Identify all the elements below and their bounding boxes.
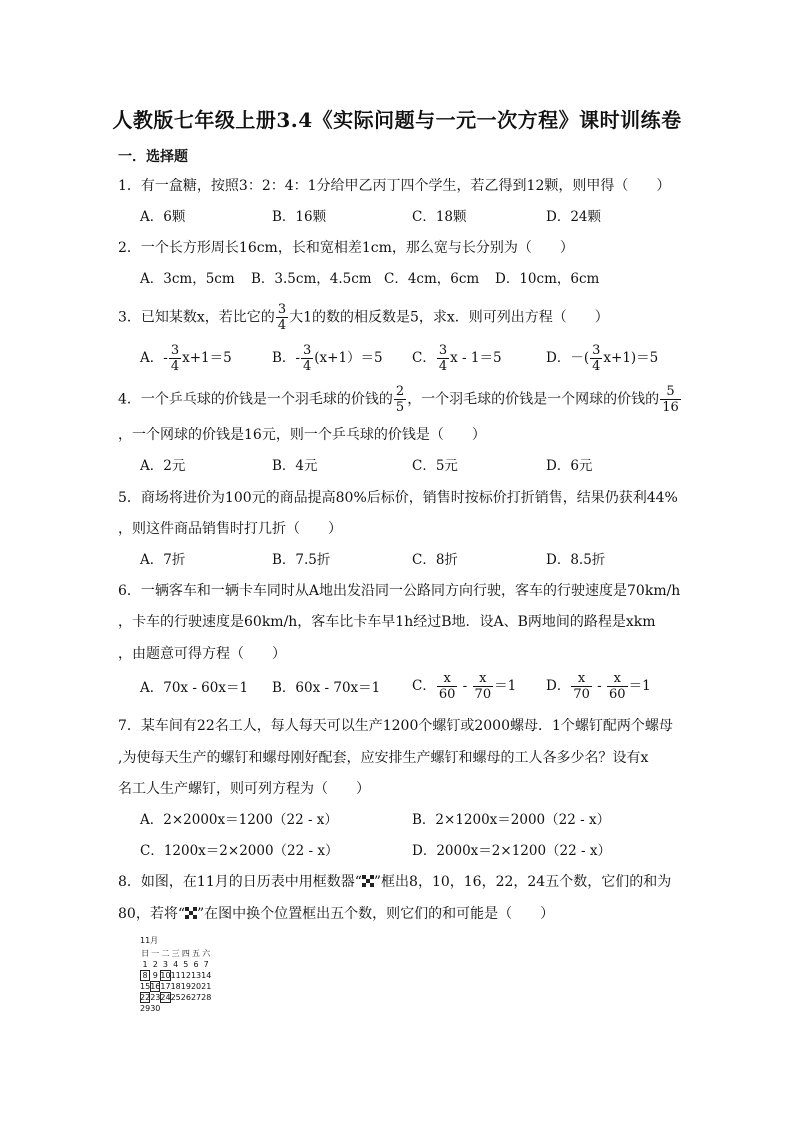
question-3-option-b: B．- $\frac{3}{4}$ (x+1）＝5 (272, 343, 383, 374)
question-4-line-2: ，一个网球的价钱是16元，则一个乒乓球的价钱是（ ） (118, 427, 486, 443)
question-1-option-a: A．6颗 (140, 209, 186, 225)
calendar-day (191, 1003, 201, 1014)
question-6-option-a: A．70x - 60x＝1 (140, 680, 249, 696)
calendar-day: 3 (162, 960, 169, 969)
question-5-option-b: B．7.5折 (272, 552, 331, 568)
calendar-day (171, 1003, 181, 1014)
question-1-text: 1．有一盒糖，按照3：2：4：1分给甲乙丙丁四个学生，若乙得到12颗，则甲得（ ） (118, 178, 671, 194)
weekday: 五 (192, 949, 201, 958)
calendar-day: 29 (140, 1004, 151, 1013)
question-2-option-d: D．10cm，6cm (495, 271, 600, 287)
calendar-day: 28 (201, 993, 212, 1002)
frame-counter-icon (185, 907, 197, 919)
weekday: 一 (151, 949, 160, 958)
question-7-line-1: 7．某车间有22名工人，每人每天可以生产1200个螺钉或2000螺母．1个螺钉配两个螺母 (118, 718, 673, 734)
calendar-day-boxed: 16 (150, 982, 161, 991)
question-8-line-1: 8．如图，在11月的日历表中用框数器“ ”框出8，10，16，22，24五个数，它们的和为 (118, 874, 672, 890)
calendar-day: 2 (152, 960, 158, 969)
calendar-day: 7 (203, 960, 209, 969)
calendar-table (140, 948, 211, 1014)
question-4-option-b: B．4元 (272, 458, 318, 474)
calendar-day: 9 (152, 971, 158, 980)
calendar-day-boxed: 8 (140, 970, 150, 981)
calendar-day-boxed: 24 (160, 993, 171, 1002)
calendar-week-row (140, 992, 211, 1003)
weekday: 三 (171, 949, 180, 958)
weekday: 四 (181, 949, 190, 958)
calendar-weekday-row (140, 948, 211, 959)
calendar-week-row (140, 959, 211, 970)
question-7-option-b: B．2×1200x＝2000（22 - x） (412, 812, 611, 828)
question-6-line-2: ，卡车的行驶速度是60km/h，客车比卡车早1h经过B地．设A、B两地间的路程是xkm (118, 614, 656, 630)
weekday: 六 (202, 949, 211, 958)
question-3-option-a: A．- $\frac{3}{4}$ x+1＝5 (140, 343, 232, 374)
calendar-day: 30 (150, 1004, 161, 1013)
calendar-day: 5 (183, 960, 189, 969)
calendar-day-boxed: 10 (160, 971, 171, 980)
calendar-day: 20 (190, 982, 202, 991)
calendar-day: 11 (170, 971, 181, 980)
calendar-month: 11月 (140, 936, 159, 945)
question-6-option-b: B．60x - 70x＝1 (272, 680, 381, 696)
question-3-post: 大1的数的相反数是5，求x．则可列出方程（ ） (289, 309, 609, 326)
frame-counter-icon (362, 875, 374, 887)
question-7-option-d: D．2000x＝2×1200（22 - x） (412, 843, 611, 859)
question-5-option-d: D．8.5折 (546, 552, 606, 568)
question-3-text (118, 302, 609, 333)
question-5-option-a: A．7折 (140, 552, 186, 568)
question-5-line-1: 5．商场将进价为100元的商品提高80%后标价，销售时按标价打折销售，结果仍获利44% (118, 490, 678, 506)
section-heading: 一．选择题 (118, 149, 188, 165)
calendar-day: 6 (193, 960, 199, 969)
calendar-day: 14 (201, 971, 212, 980)
page-title: 人教版七年级上册3.4《实际问题与一元一次方程》课时训练卷 (112, 108, 682, 132)
question-3-option-c: C． $\frac{3}{4}$ x - 1＝5 (412, 343, 502, 374)
calendar-week-row (140, 981, 211, 992)
question-2-option-c: C．4cm，6cm (384, 271, 480, 287)
question-3-fraction: $\frac{3}{4}$ (277, 302, 287, 333)
question-6-line-3: ，由题意可得方程（ ） (118, 646, 286, 662)
calendar-day: 13 (190, 971, 202, 980)
calendar-day: 21 (201, 982, 212, 991)
calendar-day: 26 (180, 993, 191, 1002)
question-5-option-c: C．8折 (412, 552, 458, 568)
calendar-day: 1 (142, 960, 148, 969)
calendar-day: 12 (180, 971, 191, 980)
calendar-day: 19 (180, 982, 191, 991)
question-2-text: 2．一个长方形周长16cm，长和宽相差1cm，那么宽与长分别为（ ） (118, 240, 574, 256)
calendar-day: 18 (170, 982, 181, 991)
question-2-option-a: A．3cm，5cm (140, 271, 235, 287)
calendar-day: 15 (140, 982, 151, 991)
question-7-option-c: C．1200x＝2×2000（22 - x） (140, 843, 339, 859)
question-4-option-a: A．2元 (140, 458, 186, 474)
calendar-day (201, 1003, 211, 1014)
question-3-option-d: D．－( $\frac{3}{4}$ x+1)＝5 (546, 343, 659, 374)
question-8-line-2: 80，若将“ ”在图中换个位置框出五个数，则它们的和可能是（ ） (118, 906, 555, 922)
weekday: 二 (161, 949, 170, 958)
calendar-week-row (140, 970, 211, 981)
calendar-day: 4 (173, 960, 179, 969)
question-2-option-b: B．3.5cm，4.5cm (251, 271, 372, 287)
question-1-option-c: C．18颗 (412, 209, 467, 225)
question-4-option-c: C．5元 (412, 458, 458, 474)
calendar-day-boxed: 22 (140, 993, 151, 1002)
weekday: 日 (141, 949, 150, 958)
calendar-day: 23 (150, 993, 161, 1002)
calendar-day: 25 (170, 993, 181, 1002)
question-7-line-2: ,为使每天生产的螺钉和螺母刚好配套，应安排生产螺钉和螺母的工人各多少名？设有x (118, 750, 649, 766)
question-4-option-d: D．6元 (546, 458, 593, 474)
calendar-day: 17 (160, 982, 171, 991)
calendar-week-row (140, 1003, 211, 1014)
question-7-option-a: A．2×2000x＝1200（22 - x） (140, 812, 338, 828)
question-1-option-b: B．16颗 (272, 209, 327, 225)
question-5-line-2: ，则这件商品销售时打几折（ ） (118, 521, 342, 537)
question-7-line-3: 名工人生产螺钉，则可列方程为（ ） (118, 781, 370, 797)
question-6-option-c: C． $\frac{x}{60}$ - $\frac{x}{70}$ ＝1 (412, 671, 517, 702)
calendar-day (181, 1003, 191, 1014)
question-6-option-d: D． $\frac{x}{70}$ - $\frac{x}{60}$ ＝1 (546, 671, 651, 702)
calendar-day (160, 1003, 170, 1014)
question-4-text: 4．一个乒乓球的价钱是一个羽毛球的价钱的 $\frac{2}{5}$ ，一个羽毛球的价钱是一个网球的价钱的 $\frac{5}{16}$ (118, 384, 679, 415)
question-3-pre: 3．已知某数x，若比它的 (118, 309, 275, 326)
question-6-line-1: 6．一辆客车和一辆卡车同时从A地出发沿同一公路同方向行驶，客车的行驶速度是70km/h (118, 583, 681, 599)
question-1-option-d: D．24颗 (546, 209, 602, 225)
calendar-day: 27 (190, 993, 202, 1002)
